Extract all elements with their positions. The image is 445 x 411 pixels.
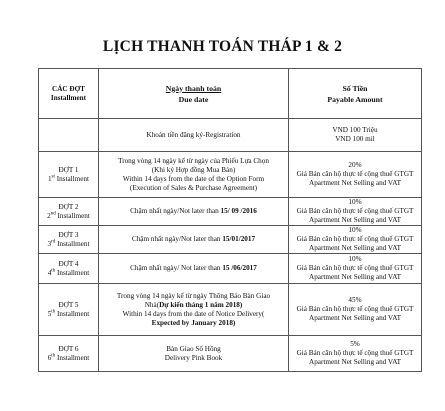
table-row (39, 284, 422, 336)
installment-number: ĐỢT 4 (58, 259, 79, 268)
table-row (39, 336, 422, 372)
installment-ordinal: 3rd Installment (47, 239, 90, 248)
amount-cell: 10% Giá Bán căn hộ thực tế cộng thuế GTGT Apartment Net Selling and VAT (289, 226, 422, 254)
table-row (39, 226, 422, 254)
installment-cell (39, 336, 99, 372)
payment-schedule-table (38, 68, 422, 372)
table-row (39, 198, 422, 226)
amount-cell: 20% Giá Bán căn hộ thực tế cộng thuế GTGT Apartment Net Selling and VAT (289, 152, 422, 198)
header-due-en: Due date (178, 94, 209, 104)
due-date-cell: Chậm nhất ngày/Not later than 15/01/2017 (99, 226, 289, 254)
installment-cell (39, 198, 99, 226)
installment-ordinal: 1st Installment (47, 174, 90, 183)
amount-percent: 10% (348, 226, 362, 234)
registration-amount-vnd: VND 100 Triệu (332, 126, 378, 134)
header-amount-vi: Số Tiền (342, 83, 368, 93)
header-row (39, 69, 422, 119)
amount-percent: 10% (348, 198, 362, 206)
installment-ordinal: 2nd Installment (47, 211, 90, 220)
amount-cell: 5% Giá Bán căn hộ thực tế cộng thuế GTGT Apartment Net Selling and VAT (289, 336, 422, 372)
registration-installment-cell (39, 119, 99, 152)
installment-number: ĐỢT 5 (58, 300, 79, 309)
amount-cell: 10% Giá Bán căn hộ thực tế cộng thuế GTGT Apartment Net Selling and VAT (289, 254, 422, 284)
registration-label: Khoản tiền đăng ký-Registration (99, 119, 289, 152)
amount-percent: 45% (348, 296, 362, 304)
installment-ordinal: 5th Installment (47, 309, 90, 318)
installment-cell (39, 284, 99, 336)
installment-cell (39, 152, 99, 198)
installment-cell (39, 254, 99, 284)
installment-ordinal: 4th Installment (47, 268, 90, 277)
registration-amount-mil: VND 100 mil (335, 135, 375, 143)
due-date-cell: Trong vòng 14 ngày kể từ ngày của Phiếu Lựa Chọn (Khi ký Hợp đồng Mua Bán) Within 14 days from the date of the Option Form (Execution of Sales & Purchase Agreement) (99, 152, 289, 198)
table-row (39, 152, 422, 198)
amount-cell: 10% Giá Bán căn hộ thực tế cộng thuế GTGT Apartment Net Selling and VAT (289, 198, 422, 226)
registration-row (39, 119, 422, 152)
registration-amount (289, 119, 422, 152)
installment-number: ĐỢT 1 (58, 165, 79, 174)
amount-percent: 20% (348, 161, 362, 169)
header-due-vi: Ngày thanh toán (165, 83, 222, 93)
due-date-cell: Bàn Giao Sổ Hồng Delivery Pink Book (99, 336, 289, 372)
header-amount-en: Payable Amount (327, 94, 383, 104)
installment-number: ĐỢT 6 (58, 344, 79, 353)
header-installment-vi: CÁC ĐỢT (52, 84, 85, 93)
page-title: LỊCH THANH TOÁN THÁP 1 & 2 (102, 38, 343, 55)
installment-number: ĐỢT 3 (58, 230, 79, 239)
due-date-cell: Trong vòng 14 ngày kể từ ngày Thông Báo Bàn Giao Nhà(Dự kiến tháng 1 năm 2018) Within 14 days from the date of Notice Delivery( Expected by January 2018) (99, 284, 289, 336)
header-due-date (99, 69, 289, 119)
installment-cell (39, 226, 99, 254)
due-date-cell: Chậm nhất ngày/ Not later than 15 /06/2017 (99, 254, 289, 284)
installment-ordinal: 6th Installment (47, 353, 90, 362)
amount-percent: 5% (350, 340, 360, 348)
due-date-cell: Chậm nhất ngày/Not later than 15/ 09 /2016 (99, 198, 289, 226)
header-amount (289, 69, 422, 119)
amount-cell: 45% Giá Bán căn hộ thực tế cộng thuế GTGT Apartment Net Selling and VAT (289, 284, 422, 336)
installment-number: ĐỢT 2 (58, 202, 79, 211)
header-installment-en: Installment (50, 93, 87, 102)
header-installment (39, 69, 99, 119)
table-row (39, 254, 422, 284)
amount-percent: 10% (348, 255, 362, 263)
